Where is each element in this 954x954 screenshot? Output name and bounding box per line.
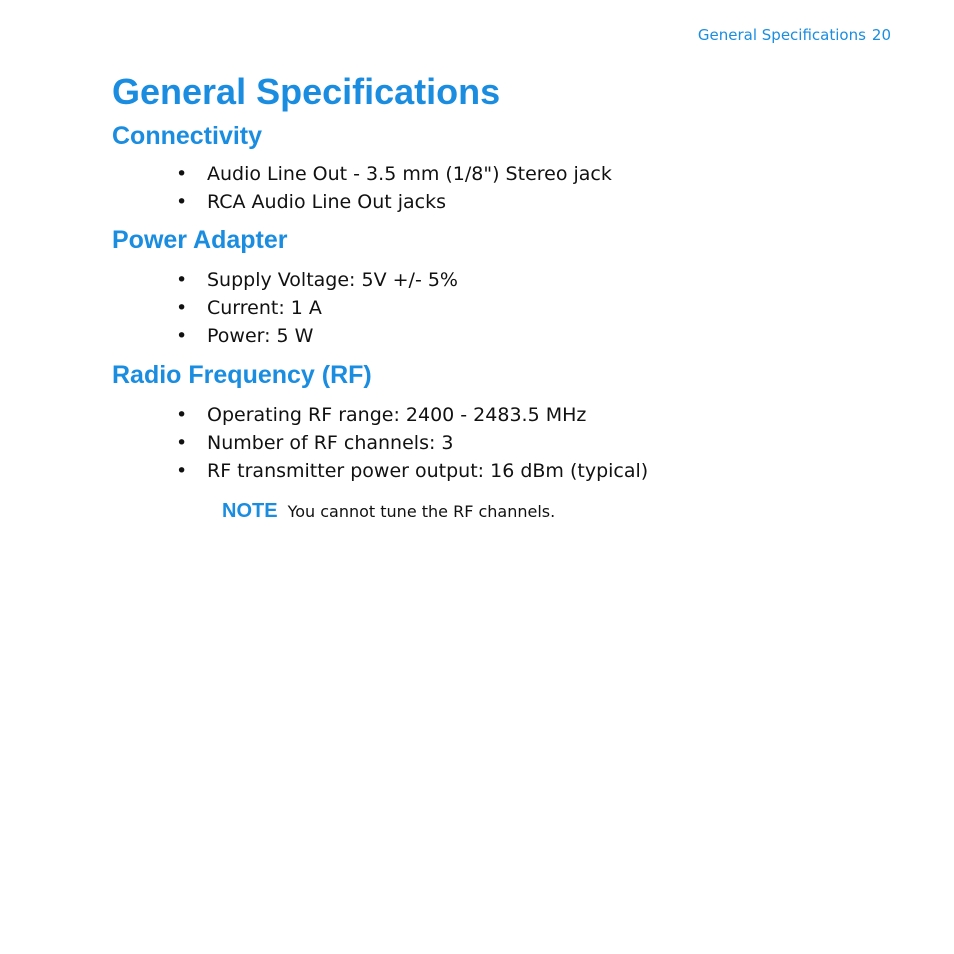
list-item-text: Supply Voltage: 5V +/- 5% — [207, 269, 458, 291]
power-adapter-list — [112, 266, 892, 350]
bullet-icon: • — [176, 432, 188, 454]
list-item-text: Audio Line Out - 3.5 mm (1/8") Stereo jack — [207, 163, 612, 185]
list-item — [112, 294, 892, 322]
list-item-text: RF transmitter power output: 16 dBm (typical) — [207, 460, 649, 482]
list-item — [112, 457, 892, 485]
list-item-text: Operating RF range: 2400 - 2483.5 MHz — [207, 404, 587, 426]
list-item-text: RCA Audio Line Out jacks — [207, 191, 446, 213]
note-text: You cannot tune the RF channels. — [287, 502, 556, 521]
bullet-icon: • — [176, 163, 188, 185]
list-item — [112, 429, 892, 457]
list-item — [112, 266, 892, 294]
page-number: 20 — [871, 26, 891, 44]
bullet-icon: • — [176, 269, 188, 291]
bullet-icon: • — [176, 404, 188, 426]
section-heading-power-adapter: Power Adapter — [112, 226, 288, 254]
section-heading-connectivity: Connectivity — [112, 122, 263, 150]
bullet-icon: • — [176, 460, 188, 482]
note-callout — [112, 500, 892, 523]
list-item-text: Current: 1 A — [207, 297, 322, 319]
note-label: NOTE — [222, 500, 278, 522]
list-item-text: Power: 5 W — [207, 325, 314, 347]
list-item-text: Number of RF channels: 3 — [207, 432, 454, 454]
connectivity-list — [112, 160, 892, 216]
running-header — [698, 26, 891, 44]
radio-frequency-list — [112, 401, 892, 485]
page-content — [112, 70, 892, 523]
header-section-title: General Specifications — [697, 26, 866, 44]
list-item — [112, 188, 892, 216]
bullet-icon: • — [176, 325, 188, 347]
section-heading-radio-frequency: Radio Frequency (RF) — [112, 361, 372, 389]
page-title: General Specifications — [112, 71, 501, 112]
bullet-icon: • — [176, 191, 188, 213]
bullet-icon: • — [176, 297, 188, 319]
list-item — [112, 401, 892, 429]
list-item — [112, 160, 892, 188]
list-item — [112, 322, 892, 350]
